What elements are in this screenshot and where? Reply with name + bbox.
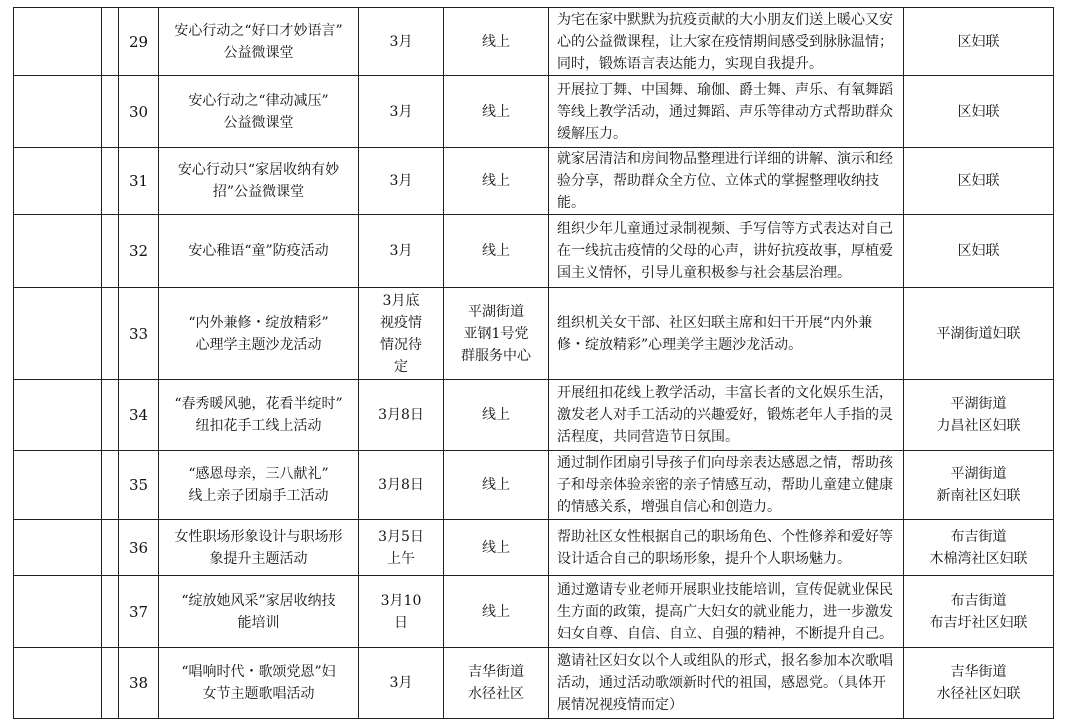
activity-content-cell: 组织机关女干部、社区妇联主席和妇干开展“内外兼修・绽放精彩”心理美学主题沙龙活动。: [549, 288, 904, 380]
activity-name-cell: 女性职场形象设计与职场形 象提升主题活动: [159, 520, 359, 576]
blank-cell: [14, 215, 102, 288]
blank-narrow-cell: [102, 648, 119, 719]
blank-narrow-cell: [102, 520, 119, 576]
activity-location-cell: 线上: [444, 148, 549, 215]
row-number-cell: 29: [119, 8, 159, 76]
organizer-cell: 平湖街道 新南社区妇联: [904, 451, 1054, 520]
blank-cell: [14, 451, 102, 520]
activity-name-cell: “感恩母亲，三八献礼” 线上亲子团扇手工活动: [159, 451, 359, 520]
row-number-cell: 33: [119, 288, 159, 380]
table-row: [14, 576, 1054, 648]
activity-time-cell: 3月8日: [359, 451, 444, 520]
table-row: [14, 380, 1054, 451]
activity-location-cell: 线上: [444, 215, 549, 288]
activity-time-cell: 3月8日: [359, 380, 444, 451]
row-number-cell: 35: [119, 451, 159, 520]
organizer-cell: 区妇联: [904, 148, 1054, 215]
activity-location-cell: 线上: [444, 76, 549, 148]
activity-time-cell: 3月: [359, 648, 444, 719]
organizer-cell: 吉华街道 水径社区妇联: [904, 648, 1054, 719]
blank-narrow-cell: [102, 148, 119, 215]
table-row: [14, 520, 1054, 576]
activity-location-cell: 线上: [444, 380, 549, 451]
blank-narrow-cell: [102, 380, 119, 451]
blank-cell: [14, 576, 102, 648]
table-row: [14, 648, 1054, 719]
blank-narrow-cell: [102, 215, 119, 288]
table-row: [14, 215, 1054, 288]
organizer-cell: 区妇联: [904, 8, 1054, 76]
activity-time-cell: 3月: [359, 76, 444, 148]
activity-location-cell: 吉华街道 水径社区: [444, 648, 549, 719]
table-row: [14, 451, 1054, 520]
row-number-cell: 37: [119, 576, 159, 648]
activity-content-cell: 开展纽扣花线上教学活动，丰富长者的文化娱乐生活，激发老人对手工活动的兴趣爱好，锻炼老年人手指的灵活程度，共同营造节日氛围。: [549, 380, 904, 451]
activity-location-cell: 线上: [444, 451, 549, 520]
activity-name-cell: 安心稚语“童”防疫活动: [159, 215, 359, 288]
activity-name-cell: 安心行动之“律动减压” 公益微课堂: [159, 76, 359, 148]
organizer-cell: 区妇联: [904, 76, 1054, 148]
activity-name-cell: “唱响时代・歌颂党恩”妇 女节主题歌唱活动: [159, 648, 359, 719]
activity-table-container: [13, 7, 1054, 719]
organizer-cell: 布吉街道 木棉湾社区妇联: [904, 520, 1054, 576]
activity-location-cell: 线上: [444, 8, 549, 76]
blank-cell: [14, 76, 102, 148]
activity-location-cell: 平湖街道 亚钢1号党 群服务中心: [444, 288, 549, 380]
activity-content-cell: 通过邀请专业老师开展职业技能培训，宣传促就业保民生方面的政策，提高广大妇女的就业能力，进一步激发妇女自尊、自信、自立、自强的精神，不断提升自己。: [549, 576, 904, 648]
activity-time-cell: 3月底 视疫情 情况待 定: [359, 288, 444, 380]
activity-name-cell: 安心行动之“好口才妙语言” 公益微课堂: [159, 8, 359, 76]
activity-name-cell: 安心行动只“家居收纳有妙 招”公益微课堂: [159, 148, 359, 215]
blank-narrow-cell: [102, 576, 119, 648]
activity-table: [13, 7, 1054, 719]
activity-time-cell: 3月: [359, 215, 444, 288]
blank-narrow-cell: [102, 451, 119, 520]
activity-content-cell: 邀请社区妇女以个人或组队的形式，报名参加本次歌唱活动，通过活动歌颂新时代的祖国，感恩党。（具体开展情况视疫情而定）: [549, 648, 904, 719]
blank-narrow-cell: [102, 76, 119, 148]
row-number-cell: 34: [119, 380, 159, 451]
activity-content-cell: 组织少年儿童通过录制视频、手写信等方式表达对自己在一线抗击疫情的父母的心声，讲好抗疫故事，厚植爱国主义情怀，引导儿童积极参与社会基层治理。: [549, 215, 904, 288]
blank-cell: [14, 288, 102, 380]
blank-cell: [14, 380, 102, 451]
activity-content-cell: 开展拉丁舞、中国舞、瑜伽、爵士舞、声乐、有氧舞蹈等线上教学活动，通过舞蹈、声乐等律动方式帮助群众缓解压力。: [549, 76, 904, 148]
activity-content-cell: 就家居清洁和房间物品整理进行详细的讲解、演示和经验分享，帮助群众全方位、立体式的掌握整理收纳技能。: [549, 148, 904, 215]
blank-narrow-cell: [102, 288, 119, 380]
blank-cell: [14, 520, 102, 576]
activity-location-cell: 线上: [444, 520, 549, 576]
blank-cell: [14, 8, 102, 76]
activity-name-cell: “内外兼修・绽放精彩” 心理学主题沙龙活动: [159, 288, 359, 380]
blank-narrow-cell: [102, 8, 119, 76]
activity-name-cell: “绽放她风采”家居收纳技 能培训: [159, 576, 359, 648]
activity-time-cell: 3月10 日: [359, 576, 444, 648]
activity-name-cell: “春秀暖风驰，花看半绽时” 纽扣花手工线上活动: [159, 380, 359, 451]
row-number-cell: 36: [119, 520, 159, 576]
activity-time-cell: 3月: [359, 8, 444, 76]
activity-location-cell: 线上: [444, 576, 549, 648]
row-number-cell: 31: [119, 148, 159, 215]
activity-content-cell: 为宅在家中默默为抗疫贡献的大小朋友们送上暖心又安心的公益微课程，让大家在疫情期间感受到脉脉温情；同时，锻炼语言表达能力，实现自我提升。: [549, 8, 904, 76]
blank-cell: [14, 648, 102, 719]
activity-content-cell: 通过制作团扇引导孩子们向母亲表达感恩之情，帮助孩子和母亲体验亲密的亲子情感互动，帮助儿童建立健康的情感关系，增强自信心和创造力。: [549, 451, 904, 520]
row-number-cell: 30: [119, 76, 159, 148]
organizer-cell: 布吉街道 布吉圩社区妇联: [904, 576, 1054, 648]
activity-table-body: [14, 8, 1054, 719]
organizer-cell: 区妇联: [904, 215, 1054, 288]
organizer-cell: 平湖街道 力昌社区妇联: [904, 380, 1054, 451]
organizer-cell: 平湖街道妇联: [904, 288, 1054, 380]
activity-time-cell: 3月5日 上午: [359, 520, 444, 576]
table-row: [14, 76, 1054, 148]
table-row: [14, 148, 1054, 215]
activity-content-cell: 帮助社区女性根据自己的职场角色、个性修养和爱好等设计适合自己的职场形象，提升个人职场魅力。: [549, 520, 904, 576]
table-row: [14, 8, 1054, 76]
blank-cell: [14, 148, 102, 215]
row-number-cell: 38: [119, 648, 159, 719]
activity-time-cell: 3月: [359, 148, 444, 215]
row-number-cell: 32: [119, 215, 159, 288]
table-row: [14, 288, 1054, 380]
